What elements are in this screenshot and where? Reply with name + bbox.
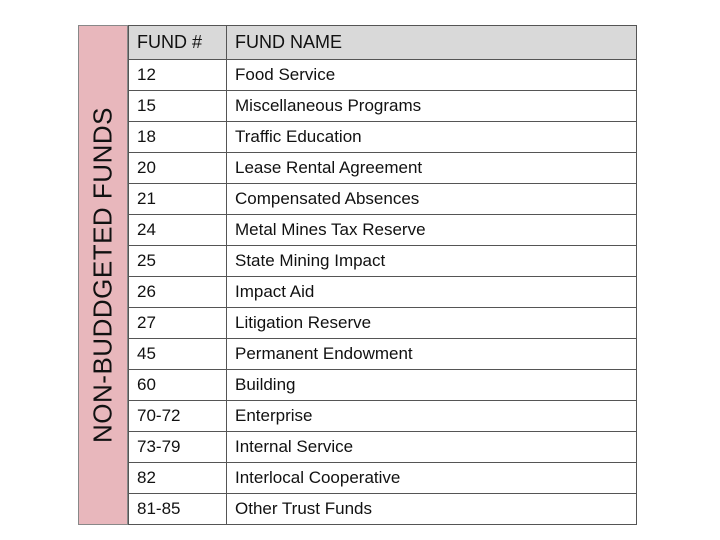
fund-number-cell: 21 (129, 184, 227, 215)
fund-name-cell: Impact Aid (227, 277, 637, 308)
table-row (129, 91, 637, 122)
fund-number-cell: 12 (129, 60, 227, 91)
header-fund-name: FUND NAME (227, 26, 637, 60)
header-row (129, 26, 637, 60)
table-row (129, 463, 637, 494)
fund-number-cell: 70-72 (129, 401, 227, 432)
fund-name-cell: Lease Rental Agreement (227, 153, 637, 184)
funds-table (128, 25, 637, 525)
table-row (129, 308, 637, 339)
table-row (129, 370, 637, 401)
fund-number-cell: 45 (129, 339, 227, 370)
fund-number-cell: 25 (129, 246, 227, 277)
fund-number-cell: 18 (129, 122, 227, 153)
fund-number-cell: 26 (129, 277, 227, 308)
fund-name-cell: Metal Mines Tax Reserve (227, 215, 637, 246)
fund-number-cell: 24 (129, 215, 227, 246)
fund-number-cell: 15 (129, 91, 227, 122)
fund-number-cell: 81-85 (129, 494, 227, 525)
fund-name-cell: Building (227, 370, 637, 401)
fund-number-cell: 60 (129, 370, 227, 401)
fund-name-cell: Miscellaneous Programs (227, 91, 637, 122)
table-row (129, 246, 637, 277)
table-row (129, 215, 637, 246)
table-row (129, 401, 637, 432)
table-row (129, 122, 637, 153)
table-row (129, 339, 637, 370)
table-row (129, 184, 637, 215)
fund-number-cell: 20 (129, 153, 227, 184)
side-band (78, 25, 128, 525)
fund-name-cell: Compensated Absences (227, 184, 637, 215)
side-label: NON-BUDDGETED FUNDS (87, 107, 118, 443)
table-row (129, 494, 637, 525)
table-row (129, 432, 637, 463)
fund-name-cell: Enterprise (227, 401, 637, 432)
table-row (129, 60, 637, 91)
fund-name-cell: Internal Service (227, 432, 637, 463)
fund-name-cell: Food Service (227, 60, 637, 91)
fund-name-cell: Litigation Reserve (227, 308, 637, 339)
table-row (129, 153, 637, 184)
fund-name-cell: Other Trust Funds (227, 494, 637, 525)
fund-name-cell: State Mining Impact (227, 246, 637, 277)
fund-number-cell: 73-79 (129, 432, 227, 463)
fund-name-cell: Permanent Endowment (227, 339, 637, 370)
fund-number-cell: 27 (129, 308, 227, 339)
fund-name-cell: Interlocal Cooperative (227, 463, 637, 494)
fund-number-cell: 82 (129, 463, 227, 494)
fund-name-cell: Traffic Education (227, 122, 637, 153)
table-row (129, 277, 637, 308)
header-fund-number: FUND # (129, 26, 227, 60)
